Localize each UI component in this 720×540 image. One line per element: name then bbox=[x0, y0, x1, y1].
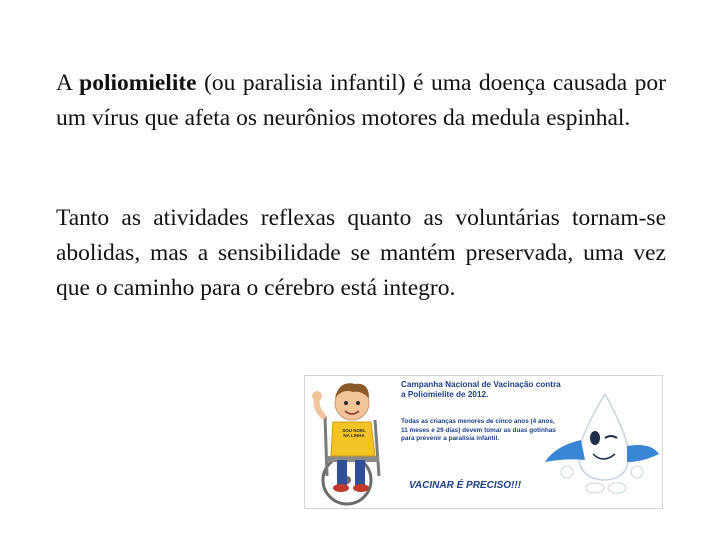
term-poliomielite: poliomielite bbox=[79, 70, 197, 96]
shirt-text: SOU NOEL NA LINHA bbox=[342, 428, 366, 438]
paragraph-prefix: A bbox=[56, 70, 80, 96]
boy-wheelchair-illustration bbox=[312, 383, 379, 504]
paragraph-rest: (ou paralisia infantil) é uma doença causada por um vírus que afeta os neurônios motores da medula espinhal. bbox=[56, 70, 666, 131]
banner-body-text: Todas as crianças menores de cinco anos (4 anos, 11 meses e 29 dias) devem tomar as duas gotinhas para prevenir a paralisia infantil. bbox=[401, 418, 556, 442]
paragraph-reflexes: Tanto as atividades reflexas quanto as voluntárias tornam-se abolidas, mas a sensibilidade se mantém preservada, uma vez que o caminho para o cérebro está integro. bbox=[56, 205, 666, 301]
paragraph-poliomielite-definition bbox=[56, 66, 666, 136]
droplet-mascot-illustration bbox=[545, 394, 659, 493]
banner-title: Campanha Nacional de Vacinação contra a Poliomielite de 2012. bbox=[401, 380, 561, 399]
vaccination-campaign-banner bbox=[304, 375, 663, 509]
banner-slogan: VACINAR É PRECISO!!! bbox=[409, 480, 522, 491]
